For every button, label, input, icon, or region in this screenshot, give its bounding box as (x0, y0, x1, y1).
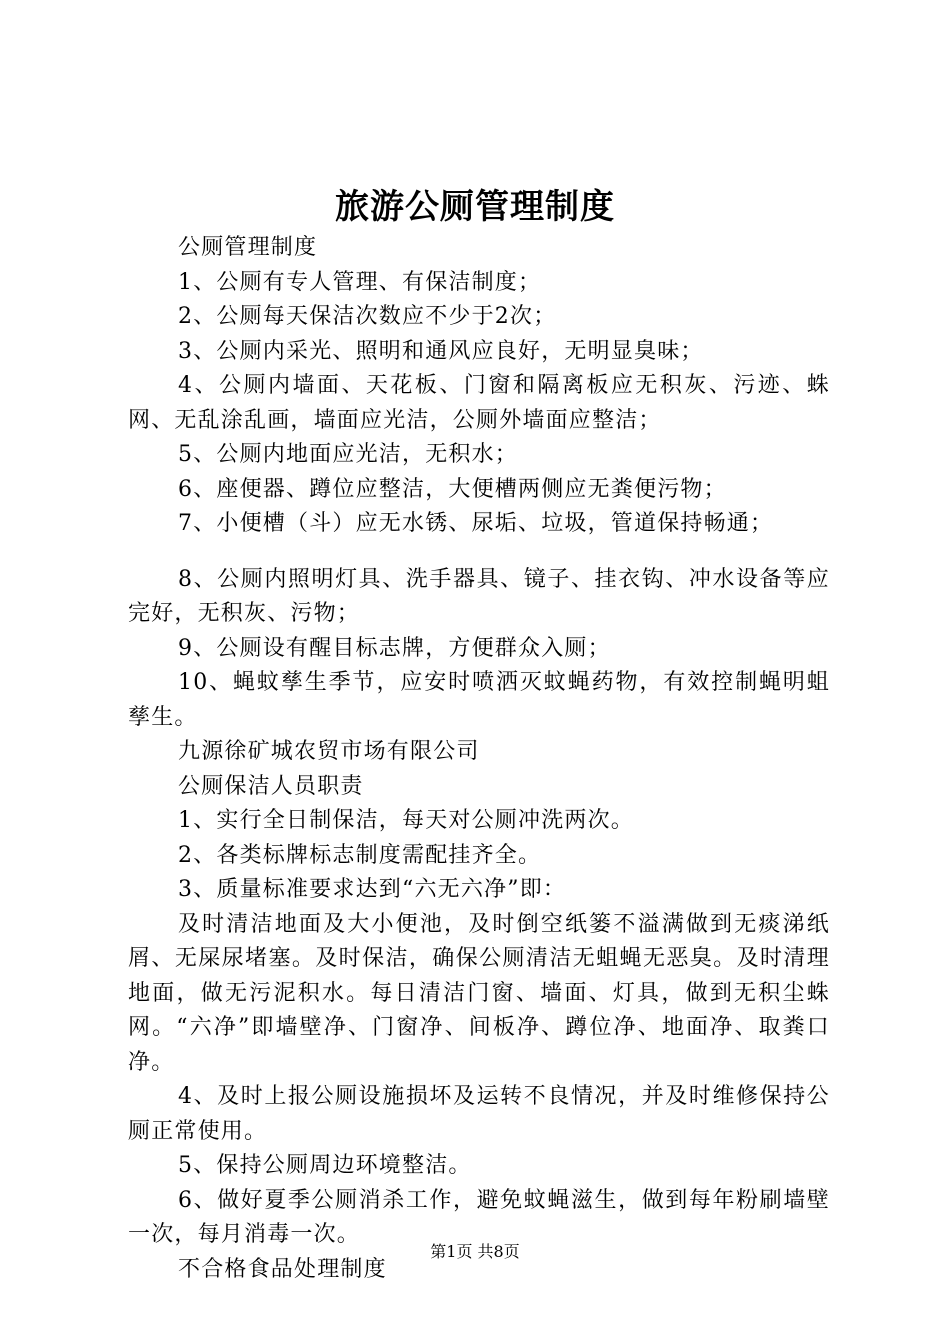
paragraph: 2、各类标牌标志制度需配挂齐全。 (178, 842, 542, 868)
paragraph: 3、公厕内采光、照明和通风应良好，无明显臭味； (178, 338, 704, 364)
paragraph: 8、公厕内照明灯具、洗手器具、镜子、挂衣钩、冲水设备等应完好，无积灰、污物； (128, 566, 830, 626)
paragraph: 2、公厕每天保洁次数应不少于2次； (178, 304, 557, 329)
section-heading: 公厕保洁人员职责 (178, 773, 364, 799)
paragraph: 及时清洁地面及大小便池，及时倒空纸篓不溢满做到无痰涕纸屑、无屎尿堵塞。及时保洁，确保公厕清洁无蛆蝇无恶臭。及时清理地面，做无污泥积水。每日清洁门窗、墙面、灯具，做到无积尘蛛网。“六净”即墙壁净、门窗净、间板净、蹲位净、地面净、取粪口净。 (128, 911, 830, 1075)
page-footer: 第1页 共8页 (430, 1242, 520, 1261)
paragraph: 4、公厕内墙面、天花板、门窗和隔离板应无积灰、污迹、蛛网、无乱涂乱画，墙面应光洁，公厕外墙面应整洁； (128, 373, 830, 433)
paragraph: 公厕管理制度 (178, 235, 318, 260)
section-heading: 不合格食品处理制度 (178, 1256, 387, 1282)
document-body (128, 231, 830, 1287)
document-title: 旅游公厕管理制度 (335, 187, 615, 227)
paragraph: 5、保持公厕周边环境整洁。 (178, 1153, 472, 1178)
paragraph: 10、蝇蚊孳生季节，应安时喷洒灭蚊蝇药物，有效控制蝇明蛆孳生。 (128, 670, 830, 730)
paragraph: 1、实行全日制保洁，每天对公厕冲洗两次。 (178, 808, 634, 833)
paragraph: 9、公厕设有醒目标志牌，方便群众入厕； (178, 635, 611, 661)
paragraph: 6、座便器、蹲位应整洁，大便槽两侧应无粪便污物； (178, 476, 727, 502)
paragraph: 5、公厕内地面应光洁，无积水； (178, 442, 518, 467)
company-name: 九源徐矿城农贸市场有限公司 (178, 739, 480, 764)
paragraph: 1、公厕有专人管理、有保洁制度； (178, 269, 542, 295)
paragraph: 4、及时上报公厕设施损坏及运转不良情况，并及时维修保持公厕正常使用。 (128, 1084, 830, 1144)
paragraph: 7、小便槽（斗）应无水锈、尿垢、垃圾，管道保持畅通； (178, 511, 774, 536)
paragraph: 6、做好夏季公厕消杀工作，避免蚊蝇滋生，做到每年粉刷墙壁一次，每月消毒一次。 (128, 1187, 830, 1247)
paragraph: 3、质量标准要求达到“六无六净”即： (178, 877, 567, 902)
